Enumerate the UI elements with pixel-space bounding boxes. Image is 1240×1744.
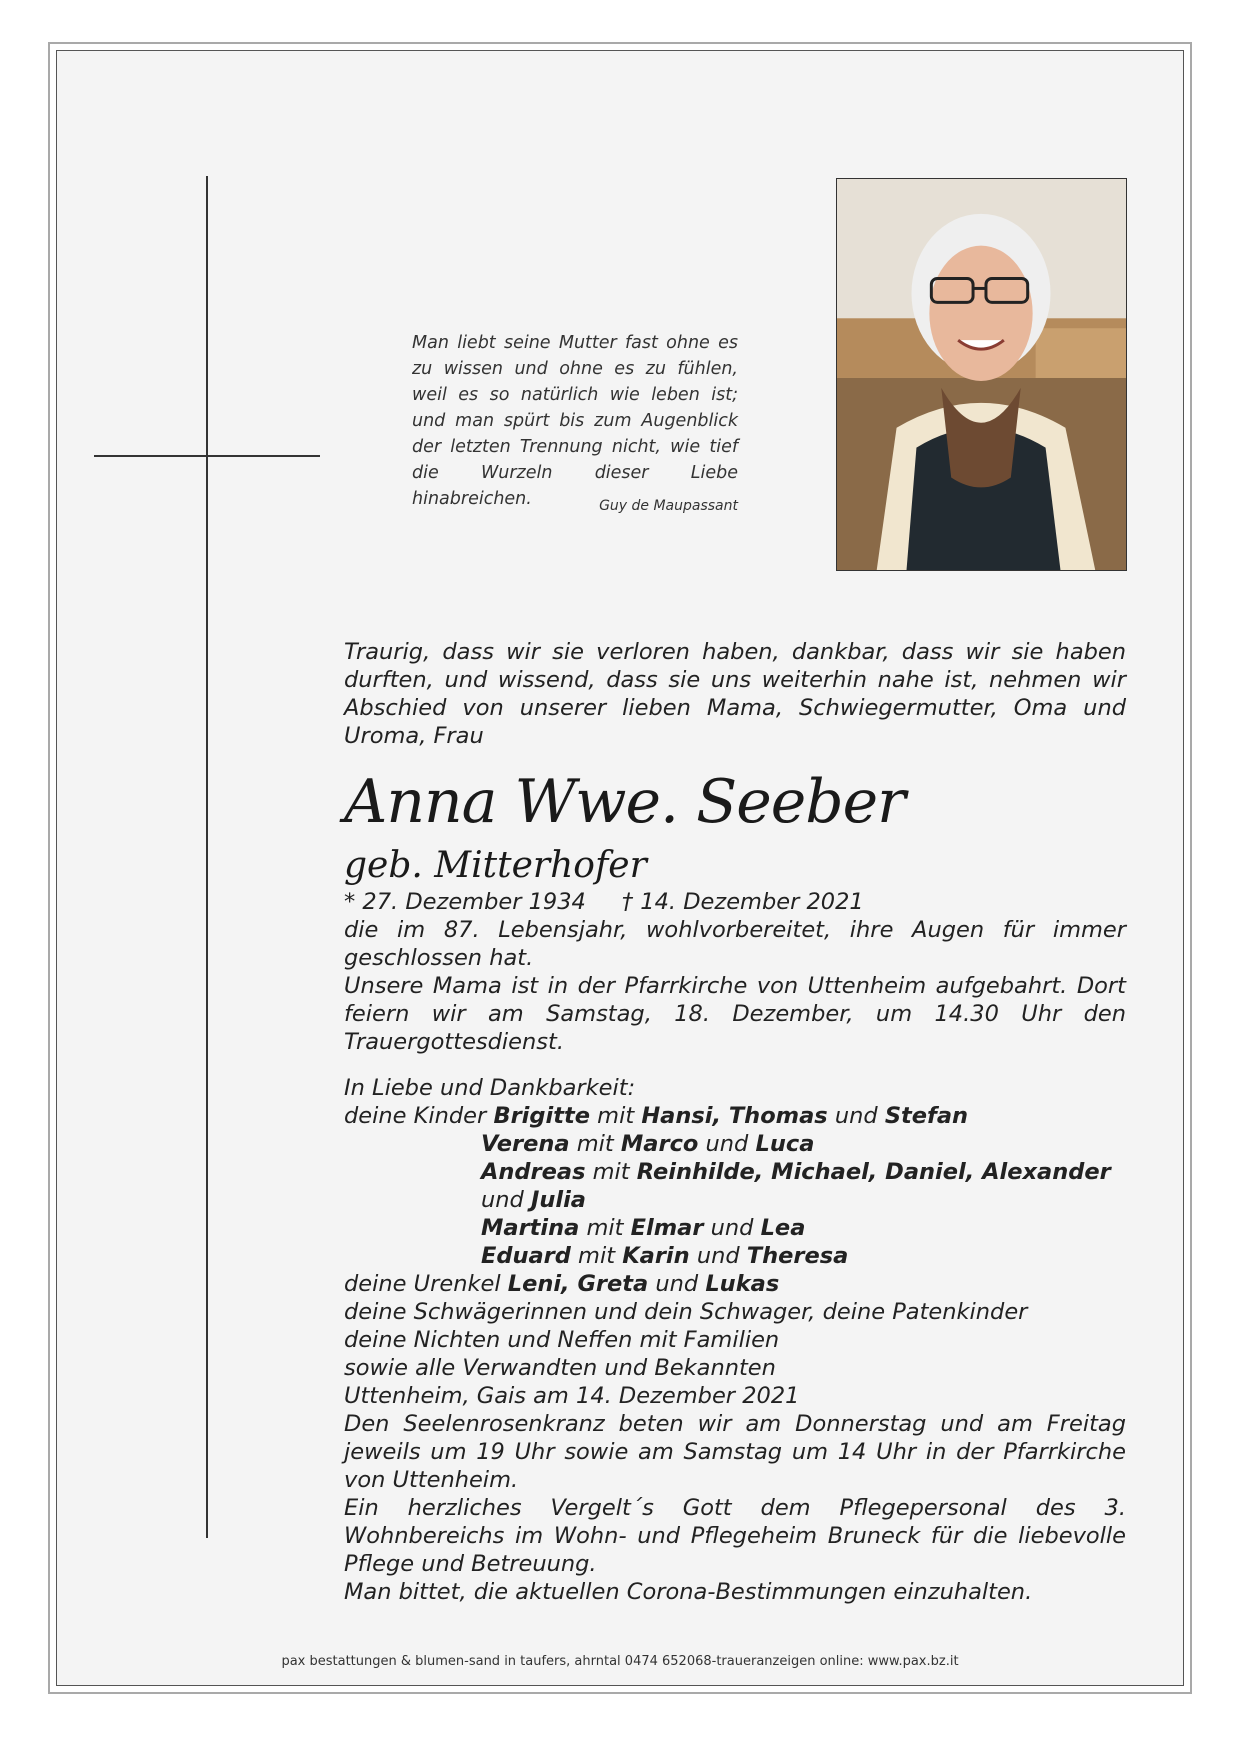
cross-horizontal-bar	[94, 455, 320, 457]
family-line: Martina mit Elmar und Lea	[481, 1215, 806, 1241]
family-line: sowie alle Verwandten und Bekannten	[344, 1355, 776, 1381]
family-line: deine Kinder Brigitte mit Hansi, Thomas und Stefan	[344, 1103, 969, 1129]
portrait-photo	[836, 178, 1127, 571]
corona-notice: Man bittet, die aktuellen Corona-Bestimmungen einzuhalten.	[344, 1579, 1033, 1605]
cross-vertical-bar	[206, 176, 208, 1538]
birth-name: geb. Mitterhofer	[344, 845, 647, 886]
quote-text: Man liebt seine Mutter fast ohne es zu wissen und ohne es zu fühlen, weil es so natürlich wie leben ist; und man spürt bis zum Augenblick der letzten Trennung nicht, wie tief die Wurzeln dieser Liebe hinabreichen.	[412, 333, 738, 509]
viewing-text: Unsere Mama ist in der Pfarrkirche von Uttenheim aufgebahrt. Dort feiern wir am Samstag, 18. Dezember, um 14.30 Uhr den Trauergottesdienst.	[344, 973, 1126, 1055]
family-line: deine Urenkel Leni, Greta und Lukas	[344, 1271, 780, 1297]
obituary-body	[344, 638, 1126, 1606]
place-date: Uttenheim, Gais am 14. Dezember 2021	[344, 1383, 800, 1409]
quote-author: Guy de Maupassant	[599, 498, 738, 514]
birth-date: * 27. Dezember 1934	[344, 889, 586, 915]
family-line: Andreas mit Reinhilde, Michael, Daniel, Alexander und Julia	[481, 1159, 1111, 1213]
family-line: Verena mit Marco und Luca	[481, 1131, 815, 1157]
family-line: Eduard mit Karin und Theresa	[481, 1243, 849, 1269]
family-heading: In Liebe und Dankbarkeit:	[344, 1075, 636, 1101]
death-date: † 14. Dezember 2021	[621, 889, 864, 915]
family-list	[344, 1074, 1126, 1382]
thanks-text: Ein herzliches Vergelt´s Gott dem Pflegepersonal des 3. Wohnbereichs im Wohn- und Pflegeheim Bruneck für die liebevolle Pflege und Betreuung.	[344, 1495, 1126, 1577]
rosary-text: Den Seelenrosenkranz beten wir am Donnerstag und am Freitag jeweils um 19 Uhr sowie am Samstag um 14 Uhr in der Pfarrkirche von Uttenheim.	[344, 1411, 1126, 1493]
intro-text: Traurig, dass wir sie verloren haben, dankbar, dass wir sie haben durften, und wissend, dass sie uns weiterhin nahe ist, nehmen wir Abschied von unserer lieben Mama, Schwiegermutter, Oma und Uroma, Frau	[344, 639, 1126, 749]
passing-text: die im 87. Lebensjahr, wohlvorbereitet, ihre Augen für immer geschlossen hat.	[344, 917, 1126, 971]
family-line: deine Schwägerinnen und dein Schwager, deine Patenkinder	[344, 1299, 1028, 1325]
deceased-name: Anna Wwe. Seeber	[344, 767, 905, 837]
life-dates	[344, 888, 1126, 916]
family-line: deine Nichten und Neffen mit Familien	[344, 1327, 780, 1353]
portrait-illustration	[837, 179, 1126, 570]
footer-funeral-home: pax bestattungen & blumen-sand in taufers, ahrntal 0474 652068-traueranzeigen online: www.pax.bz.it	[281, 1654, 959, 1669]
